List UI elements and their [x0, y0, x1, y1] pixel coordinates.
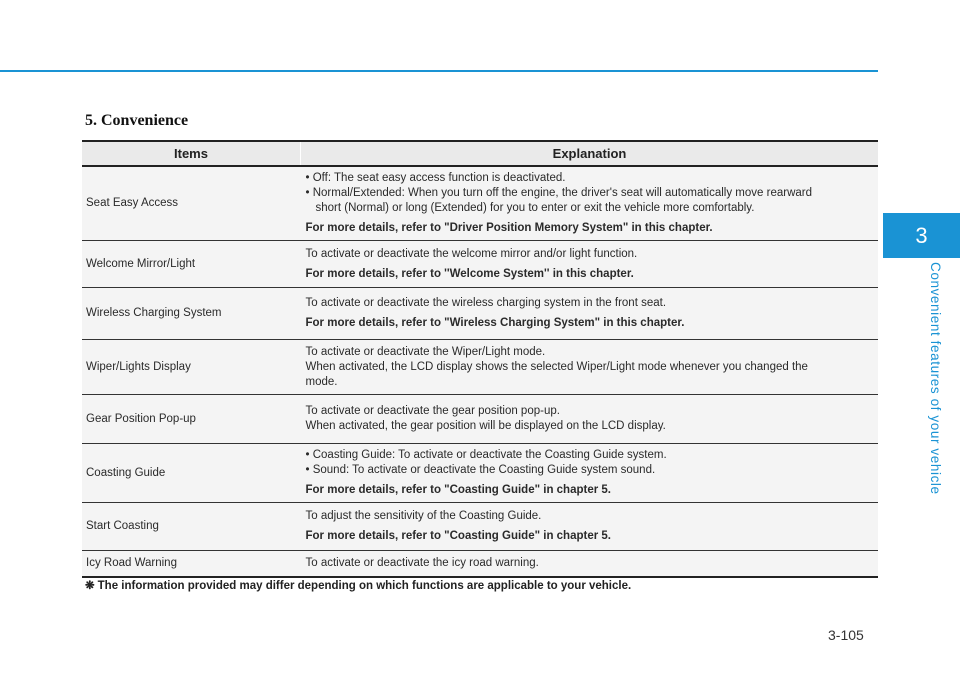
top-rule — [0, 70, 878, 72]
chapter-number-badge: 3 — [883, 213, 960, 258]
explanation-line: To activate or deactivate the Wiper/Light mode. — [305, 345, 546, 358]
explanation-cell — [301, 395, 879, 444]
explanation-cell — [301, 444, 879, 503]
explanation-line: When activated, the LCD display shows the selected Wiper/Light mode whenever you changed the — [305, 360, 808, 373]
explanation-line: When activated, the gear position will be displayed on the LCD display. — [305, 420, 666, 432]
explanation-line: • Normal/Extended: When you turn off the engine, the driver's seat will automatically move rearward — [305, 187, 812, 199]
explanation-line: To activate or deactivate the wireless charging system in the front seat. — [305, 297, 667, 309]
table-row — [82, 444, 878, 503]
explanation-line: To adjust the sensitivity of the Coasting Guide. — [305, 510, 542, 522]
table-header-row — [82, 141, 878, 166]
section-title: 5. Convenience — [85, 112, 189, 129]
item-cell: Coasting Guide — [82, 444, 301, 503]
explanation-line: short (Normal) or long (Extended) for you to enter or exit the vehicle more comfortably. — [315, 202, 755, 214]
explanation-line: To activate or deactivate the welcome mirror and/or light function. — [305, 247, 638, 260]
reference-note: For more details, refer to "Coasting Guide" in chapter 5. — [305, 484, 611, 496]
table-row — [82, 241, 878, 288]
explanation-line: • Sound: To activate or deactivate the Coasting Guide system sound. — [305, 464, 656, 476]
explanation-line: To activate or deactivate the icy road warning. — [305, 556, 539, 569]
item-cell: Icy Road Warning — [82, 551, 301, 577]
reference-note: For more details, refer to "Coasting Guide" in chapter 5. — [305, 530, 611, 542]
explanation-cell — [301, 503, 879, 551]
item-cell: Welcome Mirror/Light — [82, 241, 301, 288]
item-cell: Gear Position Pop-up — [82, 395, 301, 444]
header-explanation: Explanation — [301, 141, 879, 166]
chapter-label: Convenient features of your vehicle — [928, 262, 943, 495]
explanation-cell — [301, 241, 879, 288]
table-row — [82, 166, 878, 241]
explanation-line: • Coasting Guide: To activate or deactivate the Coasting Guide system. — [305, 449, 667, 461]
item-cell: Wiper/Lights Display — [82, 340, 301, 395]
footnote — [85, 578, 631, 592]
reference-note: For more details, refer to "Driver Position Memory System" in this chapter. — [305, 222, 713, 234]
page-number: 3-105 — [828, 627, 864, 643]
convenience-table — [82, 140, 878, 578]
table-row — [82, 551, 878, 577]
reference-note: For more details, refer to ''Welcome System'' in this chapter. — [305, 267, 634, 280]
table-row — [82, 503, 878, 551]
table-row — [82, 340, 878, 395]
table-row — [82, 288, 878, 340]
header-items: Items — [82, 141, 301, 166]
explanation-line: mode. — [305, 375, 338, 388]
item-cell: Seat Easy Access — [82, 166, 301, 241]
item-cell: Wireless Charging System — [82, 288, 301, 340]
item-cell: Start Coasting — [82, 503, 301, 551]
explanation-cell — [301, 340, 879, 395]
explanation-cell — [301, 551, 879, 577]
explanation-cell — [301, 166, 879, 241]
table-row — [82, 395, 878, 444]
footnote-text: The information provided may differ depending on which functions are applicable to your vehicle. — [97, 580, 632, 592]
asterism-icon: ❋ — [85, 580, 95, 592]
explanation-line: • Off: The seat easy access function is deactivated. — [305, 172, 566, 184]
explanation-cell — [301, 288, 879, 340]
reference-note: For more details, refer to "Wireless Charging System" in this chapter. — [305, 317, 685, 329]
explanation-line: To activate or deactivate the gear position pop-up. — [305, 405, 560, 417]
